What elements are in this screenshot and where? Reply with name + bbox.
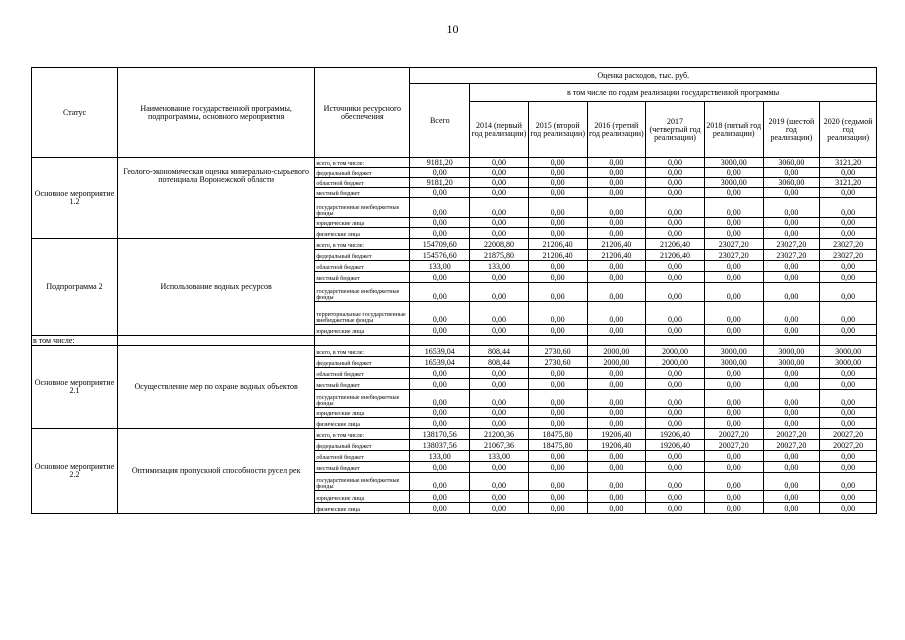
- year-value: 0,00: [528, 503, 587, 514]
- year-value: 0,00: [646, 302, 705, 325]
- total-value: 154576,60: [410, 250, 470, 261]
- year-value: 3000,00: [704, 357, 763, 368]
- year-value: 18475,80: [528, 429, 587, 440]
- year-value: 0,00: [763, 228, 820, 239]
- year-value: 0,00: [528, 491, 587, 503]
- header-name: Наименование государственной программы, подпрограммы, основного мероприятия: [118, 68, 315, 158]
- funding-source: физические лица: [315, 503, 410, 514]
- total-value: 0,00: [410, 491, 470, 503]
- year-value: 0,00: [470, 283, 529, 302]
- year-value: 23027,20: [763, 239, 820, 250]
- funding-source: федеральный бюджет: [315, 168, 410, 178]
- year-value: 0,00: [704, 218, 763, 228]
- year-value: 0,00: [587, 302, 646, 325]
- year-value: 23027,20: [820, 239, 877, 250]
- year-value: 19206,40: [646, 440, 705, 451]
- year-value: 0,00: [820, 198, 877, 218]
- year-value: 2000,00: [587, 357, 646, 368]
- year-value: 3000,00: [704, 158, 763, 168]
- year-value: 0,00: [820, 462, 877, 473]
- year-value: 0,00: [587, 218, 646, 228]
- funding-source: федеральный бюджет: [315, 357, 410, 368]
- year-value: 808,44: [470, 346, 529, 357]
- year-value: 0,00: [587, 228, 646, 239]
- total-value: 0,00: [410, 503, 470, 514]
- header-year: 2019 (шестой год реализации): [763, 102, 820, 158]
- year-value: 0,00: [704, 198, 763, 218]
- year-value: 3000,00: [704, 178, 763, 188]
- empty-cell: [704, 336, 763, 346]
- year-value: 0,00: [528, 218, 587, 228]
- year-value: 0,00: [646, 168, 705, 178]
- header-year: 2020 (седьмой год реализации): [820, 102, 877, 158]
- year-value: 0,00: [763, 325, 820, 336]
- year-value: 0,00: [704, 390, 763, 408]
- year-value: 0,00: [820, 408, 877, 418]
- funding-source: физические лица: [315, 228, 410, 239]
- year-value: 20027,20: [704, 440, 763, 451]
- year-value: 3000,00: [820, 357, 877, 368]
- year-value: 0,00: [646, 491, 705, 503]
- year-value: 0,00: [820, 451, 877, 462]
- year-value: 0,00: [528, 390, 587, 408]
- total-value: 0,00: [410, 228, 470, 239]
- year-value: 0,00: [704, 418, 763, 429]
- row-status: Основное мероприятие 2.2: [32, 429, 118, 514]
- year-value: 0,00: [763, 302, 820, 325]
- year-value: 0,00: [587, 462, 646, 473]
- total-value: 0,00: [410, 188, 470, 198]
- funding-source: территориальные государственные внебюджетные фонды: [315, 302, 410, 325]
- year-value: 0,00: [820, 491, 877, 503]
- year-value: 22008,80: [470, 239, 529, 250]
- header-by-year: в том числе по годам реализации государственной программы: [470, 84, 877, 102]
- year-value: 0,00: [763, 503, 820, 514]
- funding-source: областной бюджет: [315, 178, 410, 188]
- year-value: 0,00: [528, 302, 587, 325]
- year-value: 3060,00: [763, 178, 820, 188]
- year-value: 3000,00: [763, 346, 820, 357]
- year-value: 0,00: [646, 418, 705, 429]
- table-row: [32, 158, 877, 168]
- year-value: 0,00: [470, 390, 529, 408]
- year-value: 3000,00: [704, 346, 763, 357]
- year-value: 19206,40: [587, 429, 646, 440]
- year-value: 0,00: [820, 418, 877, 429]
- year-value: 0,00: [646, 188, 705, 198]
- year-value: 21206,40: [587, 239, 646, 250]
- total-value: 0,00: [410, 462, 470, 473]
- row-program-name: Геолого-экономическая оценка минерально-сырьевого потенциала Воронежской области: [118, 158, 315, 239]
- year-value: 0,00: [470, 188, 529, 198]
- year-value: 0,00: [646, 368, 705, 379]
- total-value: 0,00: [410, 390, 470, 408]
- year-value: 0,00: [820, 261, 877, 272]
- year-value: 2000,00: [646, 357, 705, 368]
- year-value: 0,00: [528, 451, 587, 462]
- year-value: 133,00: [470, 261, 529, 272]
- empty-cell: [470, 336, 529, 346]
- funding-source: физические лица: [315, 418, 410, 429]
- year-value: 0,00: [587, 261, 646, 272]
- total-value: 0,00: [410, 218, 470, 228]
- year-value: 0,00: [820, 473, 877, 491]
- empty-cell: [528, 336, 587, 346]
- year-value: 0,00: [528, 418, 587, 429]
- funding-source: областной бюджет: [315, 368, 410, 379]
- funding-source: федеральный бюджет: [315, 250, 410, 261]
- header-total: Всего: [410, 84, 470, 158]
- empty-cell: [410, 336, 470, 346]
- year-value: 0,00: [646, 178, 705, 188]
- year-value: 3060,00: [763, 158, 820, 168]
- year-value: 0,00: [470, 228, 529, 239]
- year-value: 0,00: [528, 462, 587, 473]
- year-value: 0,00: [470, 325, 529, 336]
- year-value: 0,00: [763, 390, 820, 408]
- year-value: 0,00: [587, 390, 646, 408]
- year-value: 0,00: [470, 491, 529, 503]
- year-value: 0,00: [470, 473, 529, 491]
- row-program-name: Использование водных ресурсов: [118, 239, 315, 336]
- year-value: 20027,20: [704, 429, 763, 440]
- year-value: 20027,20: [763, 440, 820, 451]
- header-year: 2014 (первый год реализации): [470, 102, 529, 158]
- total-value: 154709,60: [410, 239, 470, 250]
- year-value: 0,00: [470, 302, 529, 325]
- year-value: 0,00: [528, 261, 587, 272]
- year-value: 0,00: [646, 462, 705, 473]
- year-value: 21206,40: [528, 250, 587, 261]
- year-value: 21200,36: [470, 429, 529, 440]
- year-value: 19206,40: [646, 429, 705, 440]
- year-value: 808,44: [470, 357, 529, 368]
- year-value: 0,00: [704, 188, 763, 198]
- year-value: 0,00: [704, 325, 763, 336]
- year-value: 0,00: [704, 473, 763, 491]
- total-value: 0,00: [410, 168, 470, 178]
- year-value: 0,00: [587, 178, 646, 188]
- year-value: 23027,20: [704, 239, 763, 250]
- funding-source: всего, в том числе:: [315, 429, 410, 440]
- year-value: 133,00: [470, 451, 529, 462]
- year-value: 0,00: [820, 228, 877, 239]
- year-value: 0,00: [763, 168, 820, 178]
- year-value: 0,00: [763, 451, 820, 462]
- year-value: 0,00: [646, 379, 705, 390]
- funding-source: государственные внебюджетные фонды: [315, 390, 410, 408]
- year-value: 0,00: [587, 325, 646, 336]
- total-value: 133,00: [410, 451, 470, 462]
- total-value: 9181,20: [410, 178, 470, 188]
- year-value: 0,00: [470, 218, 529, 228]
- year-value: 3121,20: [820, 158, 877, 168]
- year-value: 0,00: [528, 368, 587, 379]
- funding-source: областной бюджет: [315, 261, 410, 272]
- total-value: 0,00: [410, 325, 470, 336]
- year-value: 0,00: [470, 198, 529, 218]
- year-value: 0,00: [587, 473, 646, 491]
- year-value: 0,00: [704, 408, 763, 418]
- year-value: 0,00: [704, 368, 763, 379]
- year-value: 2000,00: [646, 346, 705, 357]
- year-value: 2730,60: [528, 357, 587, 368]
- year-value: 0,00: [820, 390, 877, 408]
- funding-source: федеральный бюджет: [315, 440, 410, 451]
- empty-cell: [763, 336, 820, 346]
- year-value: 0,00: [763, 198, 820, 218]
- year-value: 0,00: [528, 408, 587, 418]
- year-value: 0,00: [704, 272, 763, 283]
- year-value: 18475,80: [528, 440, 587, 451]
- year-value: 0,00: [528, 198, 587, 218]
- separator-label: в том числе:: [32, 336, 118, 346]
- total-value: 0,00: [410, 272, 470, 283]
- year-value: 0,00: [587, 503, 646, 514]
- year-value: 0,00: [704, 503, 763, 514]
- year-value: 0,00: [763, 473, 820, 491]
- empty-cell: [315, 336, 410, 346]
- table-row: [32, 429, 877, 440]
- year-value: 0,00: [820, 218, 877, 228]
- row-status: Основное мероприятие 1.2: [32, 158, 118, 239]
- funding-source: всего, в том числе:: [315, 346, 410, 357]
- year-value: 0,00: [820, 325, 877, 336]
- year-value: 0,00: [820, 272, 877, 283]
- row-status: Основное мероприятие 2.1: [32, 346, 118, 429]
- year-value: 23027,20: [820, 250, 877, 261]
- year-value: 0,00: [820, 188, 877, 198]
- year-value: 0,00: [646, 228, 705, 239]
- page-number: 10: [446, 22, 459, 36]
- total-value: 133,00: [410, 261, 470, 272]
- header-year: 2018 (пятый год реализации): [704, 102, 763, 158]
- table-row: [32, 239, 877, 250]
- total-value: 0,00: [410, 368, 470, 379]
- empty-cell: [118, 336, 315, 346]
- year-value: 0,00: [528, 228, 587, 239]
- total-value: 0,00: [410, 379, 470, 390]
- year-value: 0,00: [470, 408, 529, 418]
- funding-source: государственные внебюджетные фонды: [315, 283, 410, 302]
- year-value: 0,00: [646, 473, 705, 491]
- year-value: 0,00: [587, 368, 646, 379]
- empty-cell: [646, 336, 705, 346]
- year-value: 19206,40: [587, 440, 646, 451]
- year-value: 20027,20: [820, 429, 877, 440]
- year-value: 0,00: [763, 379, 820, 390]
- year-value: 2730,60: [528, 346, 587, 357]
- total-value: 0,00: [410, 418, 470, 429]
- year-value: 0,00: [470, 168, 529, 178]
- funding-source: местный бюджет: [315, 188, 410, 198]
- year-value: 0,00: [587, 198, 646, 218]
- year-value: 23027,20: [763, 250, 820, 261]
- year-value: 0,00: [704, 451, 763, 462]
- funding-source: всего, в том числе:: [315, 158, 410, 168]
- total-value: 0,00: [410, 408, 470, 418]
- year-value: 0,00: [646, 198, 705, 218]
- year-value: 3000,00: [820, 346, 877, 357]
- funding-source: всего, в том числе:: [315, 239, 410, 250]
- year-value: 0,00: [528, 325, 587, 336]
- year-value: 21067,36: [470, 440, 529, 451]
- total-value: 138037,56: [410, 440, 470, 451]
- year-value: 21875,80: [470, 250, 529, 261]
- year-value: 0,00: [763, 408, 820, 418]
- year-value: 2000,00: [587, 346, 646, 357]
- year-value: 0,00: [646, 408, 705, 418]
- year-value: 0,00: [646, 283, 705, 302]
- year-value: 0,00: [646, 261, 705, 272]
- year-value: 0,00: [470, 178, 529, 188]
- year-value: 0,00: [646, 158, 705, 168]
- year-value: 3121,20: [820, 178, 877, 188]
- total-value: 138170,56: [410, 429, 470, 440]
- table-row: [32, 346, 877, 357]
- year-value: 0,00: [763, 272, 820, 283]
- funding-source: юридические лица: [315, 325, 410, 336]
- year-value: 0,00: [820, 283, 877, 302]
- year-value: 0,00: [528, 188, 587, 198]
- total-value: 0,00: [410, 302, 470, 325]
- year-value: 0,00: [763, 188, 820, 198]
- funding-source: государственные внебюджетные фонды: [315, 198, 410, 218]
- year-value: 21206,40: [646, 239, 705, 250]
- year-value: 0,00: [587, 188, 646, 198]
- year-value: 0,00: [470, 158, 529, 168]
- year-value: 0,00: [587, 379, 646, 390]
- year-value: 0,00: [763, 261, 820, 272]
- year-value: 0,00: [587, 418, 646, 429]
- year-value: 0,00: [528, 168, 587, 178]
- year-value: 0,00: [528, 158, 587, 168]
- funding-source: местный бюджет: [315, 379, 410, 390]
- header-year: 2017 (четвертый год реализации): [646, 102, 705, 158]
- year-value: 0,00: [528, 379, 587, 390]
- year-value: 0,00: [528, 178, 587, 188]
- funding-source: юридические лица: [315, 491, 410, 503]
- year-value: 0,00: [646, 390, 705, 408]
- funding-source: юридические лица: [315, 218, 410, 228]
- year-value: 0,00: [763, 418, 820, 429]
- year-value: 0,00: [704, 228, 763, 239]
- year-value: 0,00: [763, 283, 820, 302]
- year-value: 0,00: [763, 491, 820, 503]
- year-value: 0,00: [470, 272, 529, 283]
- funding-source: местный бюджет: [315, 272, 410, 283]
- year-value: 21206,40: [587, 250, 646, 261]
- header-year: 2016 (третий год реализации): [587, 102, 646, 158]
- total-value: 0,00: [410, 198, 470, 218]
- year-value: 3000,00: [763, 357, 820, 368]
- year-value: 0,00: [704, 302, 763, 325]
- year-value: 0,00: [820, 503, 877, 514]
- year-value: 0,00: [820, 368, 877, 379]
- row-status: Подпрограмма 2: [32, 239, 118, 336]
- year-value: 0,00: [528, 473, 587, 491]
- total-value: 9181,20: [410, 158, 470, 168]
- year-value: 0,00: [704, 462, 763, 473]
- year-value: 0,00: [470, 418, 529, 429]
- year-value: 0,00: [763, 462, 820, 473]
- year-value: 21206,40: [528, 239, 587, 250]
- funding-source: юридические лица: [315, 408, 410, 418]
- separator-row: [32, 336, 877, 346]
- empty-cell: [820, 336, 877, 346]
- year-value: 0,00: [646, 503, 705, 514]
- year-value: 20027,20: [820, 440, 877, 451]
- year-value: 0,00: [587, 272, 646, 283]
- year-value: 0,00: [587, 491, 646, 503]
- year-value: 0,00: [587, 451, 646, 462]
- year-value: 21206,40: [646, 250, 705, 261]
- year-value: 0,00: [587, 408, 646, 418]
- funding-source: государственные внебюджетные фонды: [315, 473, 410, 491]
- table-body: [32, 158, 877, 514]
- header-year: 2015 (второй год реализации): [528, 102, 587, 158]
- year-value: 0,00: [704, 261, 763, 272]
- year-value: 0,00: [587, 158, 646, 168]
- total-value: 16539,04: [410, 357, 470, 368]
- year-value: 0,00: [646, 272, 705, 283]
- total-value: 0,00: [410, 473, 470, 491]
- year-value: 0,00: [704, 491, 763, 503]
- year-value: 0,00: [820, 379, 877, 390]
- year-value: 0,00: [528, 272, 587, 283]
- header-sources: Источники ресурсного обеспечения: [315, 68, 410, 158]
- row-program-name: Оптимизация пропускной способности русел рек: [118, 429, 315, 514]
- year-value: 0,00: [470, 503, 529, 514]
- year-value: 0,00: [763, 368, 820, 379]
- year-value: 0,00: [646, 218, 705, 228]
- year-value: 0,00: [587, 283, 646, 302]
- empty-cell: [587, 336, 646, 346]
- total-value: 16539,04: [410, 346, 470, 357]
- year-value: 20027,20: [763, 429, 820, 440]
- year-value: 0,00: [704, 379, 763, 390]
- header-status: Статус: [32, 68, 118, 158]
- year-value: 0,00: [820, 168, 877, 178]
- year-value: 0,00: [704, 168, 763, 178]
- header-estimate: Оценка расходов, тыс. руб.: [410, 68, 877, 84]
- year-value: 23027,20: [704, 250, 763, 261]
- year-value: 0,00: [470, 462, 529, 473]
- year-value: 0,00: [587, 168, 646, 178]
- budget-table: [31, 67, 877, 514]
- year-value: 0,00: [528, 283, 587, 302]
- total-value: 0,00: [410, 283, 470, 302]
- year-value: 0,00: [470, 368, 529, 379]
- year-value: 0,00: [704, 283, 763, 302]
- year-value: 0,00: [763, 218, 820, 228]
- year-value: 0,00: [470, 379, 529, 390]
- year-value: 0,00: [646, 451, 705, 462]
- year-value: 0,00: [820, 302, 877, 325]
- funding-source: областной бюджет: [315, 451, 410, 462]
- year-value: 0,00: [646, 325, 705, 336]
- row-program-name: Осуществление мер по охране водных объектов: [118, 346, 315, 429]
- funding-source: местный бюджет: [315, 462, 410, 473]
